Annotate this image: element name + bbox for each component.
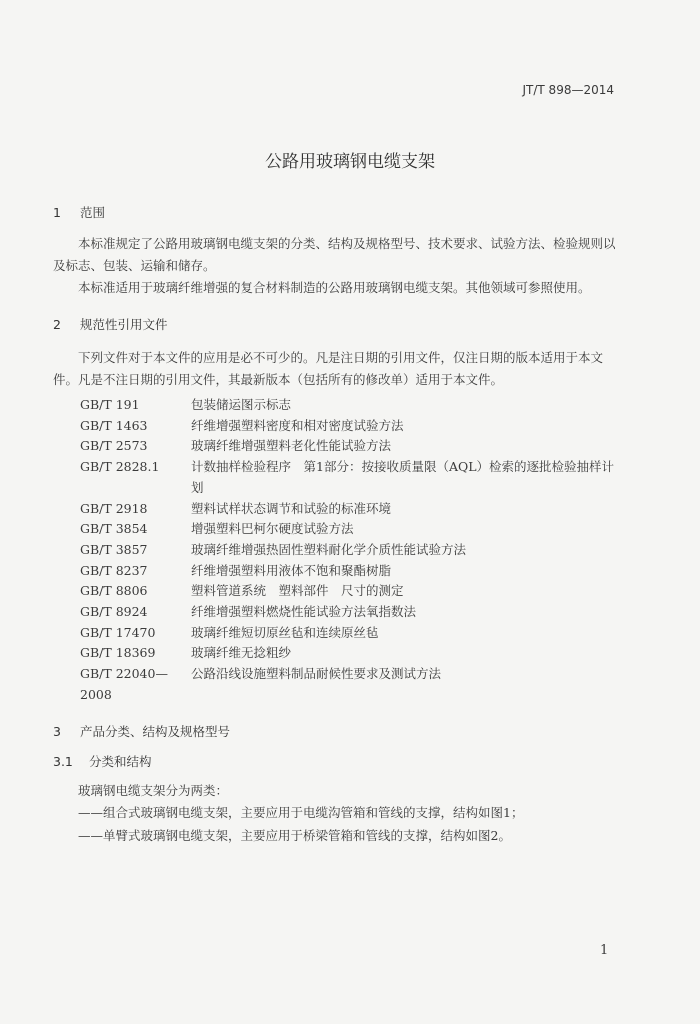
section-title: 规范性引用文件 (80, 317, 168, 332)
reference-item (80, 519, 623, 540)
reference-title: 玻璃纤维增强塑料老化性能试验方法 (191, 438, 392, 454)
reference-title: 计数抽样检验程序 第1部分：按接收质量限（AQL）检索的逐批检验抽样计划 (191, 459, 615, 495)
reference-title: 玻璃纤维增强热固性塑料耐化学介质性能试验方法 (191, 541, 467, 557)
section-1-body (53, 233, 623, 299)
section-3-heading (53, 724, 623, 740)
paragraph: 本标准适用于玻璃纤维增强的复合材料制造的公路用玻璃钢电缆支架。其他领域可参照使用。 (78, 280, 591, 295)
reference-code: GB/T 191 (80, 397, 140, 412)
reference-title: 玻璃纤维无捻粗纱 (191, 645, 292, 661)
paragraph: 下列文件对于本文件的应用是必不可少的。凡是注日期的引用文件，仅注日期的版本适用于本文件。凡是不注日期的引用文件，其最新版本（包括所有的修改单）适用于本文件。 (53, 350, 604, 387)
reference-item (80, 581, 623, 602)
reference-title: 公路沿线设施塑料制品耐候性要求及测试方法 (191, 666, 442, 682)
section-number: 1 (53, 205, 61, 220)
section-3-1-heading (53, 754, 623, 770)
reference-code: GB/T 3857 (80, 541, 148, 557)
section-1-heading (53, 205, 623, 221)
reference-title: 纤维增强塑料燃烧性能试验方法氧指数法 (191, 604, 417, 620)
list-item: ——组合式玻璃钢电缆支架，主要应用于电缆沟管箱和管线的支撑，结构如图1； (78, 805, 524, 821)
reference-item (80, 416, 623, 437)
section-title: 范围 (80, 205, 106, 220)
reference-item (80, 540, 623, 561)
reference-title: 包装储运图示标志 (191, 397, 292, 412)
normative-references-list (80, 395, 623, 706)
list-item: ——单臂式玻璃钢电缆支架，主要应用于桥梁管箱和管线的支撑，结构如图2。 (78, 827, 511, 843)
reference-code: GB/T 8806 (80, 583, 148, 599)
section-title: 产品分类、结构及规格型号 (80, 723, 231, 739)
reference-title: 纤维增强塑料密度和相对密度试验方法 (191, 417, 404, 433)
paragraph: 本标准规定了公路用玻璃钢电缆支架的分类、结构及规格型号、技术要求、试验方法、检验规则以及标志、包装、运输和储存。 (53, 236, 616, 273)
paragraph: 玻璃钢电缆支架分为两类： (78, 782, 229, 798)
reference-item (80, 664, 623, 705)
reference-title: 玻璃纤维短切原丝毡和连续原丝毡 (191, 624, 379, 640)
section-2-body (53, 347, 623, 391)
reference-item (80, 436, 623, 457)
reference-title: 塑料试样状态调节和试验的标准环境 (191, 500, 392, 516)
reference-item (80, 395, 623, 416)
reference-title: 塑料管道系统 塑料部件 尺寸的测定 (191, 583, 404, 599)
standard-number: JT/T 898—2014 (522, 83, 614, 97)
document-body (53, 205, 623, 847)
reference-code: GB/T 1463 (80, 417, 148, 433)
reference-code: GB/T 8237 (80, 562, 148, 578)
section-3-1-body (78, 780, 623, 848)
reference-item (80, 457, 623, 498)
reference-code: GB/T 3854 (80, 521, 148, 537)
reference-code: GB/T 2918 (80, 500, 148, 516)
reference-title: 增强塑料巴柯尔硬度试验方法 (191, 521, 354, 537)
section-number: 3 (53, 723, 61, 739)
section-number: 2 (53, 317, 61, 332)
reference-item (80, 643, 623, 664)
section-2-heading (53, 317, 623, 333)
document-title: 公路用玻璃钢电缆支架 (265, 152, 435, 172)
reference-title: 纤维增强塑料用液体不饱和聚酯树脂 (191, 562, 392, 578)
reference-code: GB/T 2828.1 (80, 459, 160, 475)
section-number: 3.1 (53, 753, 73, 769)
reference-code: GB/T 18369 (80, 645, 156, 661)
reference-code: GB/T 22040—2008 (80, 666, 168, 702)
page-number: 1 (600, 943, 609, 958)
reference-item (80, 561, 623, 582)
reference-code: GB/T 8924 (80, 604, 148, 620)
reference-item (80, 499, 623, 520)
reference-code: GB/T 17470 (80, 624, 156, 640)
section-title: 分类和结构 (89, 753, 152, 769)
reference-item (80, 623, 623, 644)
reference-code: GB/T 2573 (80, 438, 148, 454)
reference-item (80, 602, 623, 623)
